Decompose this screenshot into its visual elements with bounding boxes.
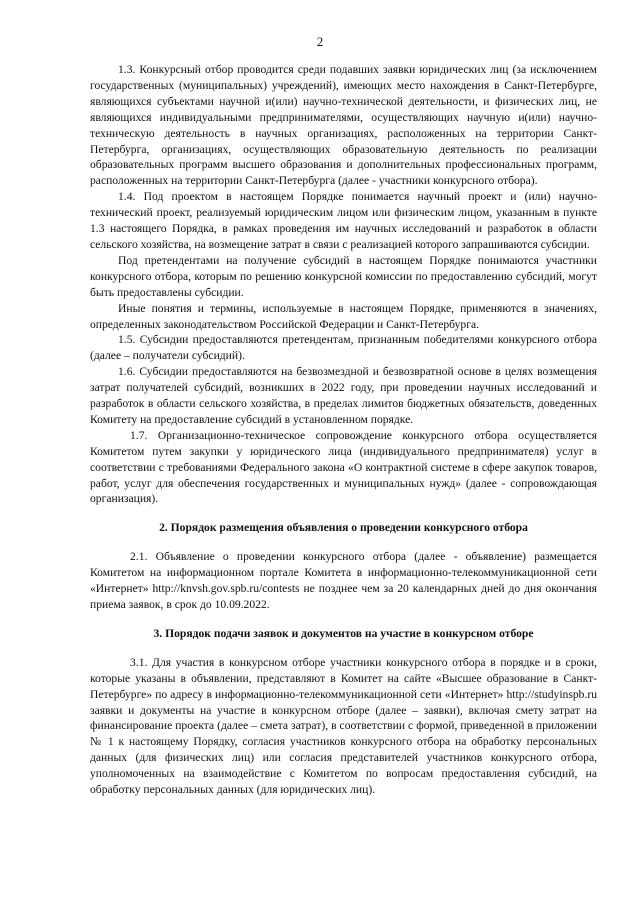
paragraph-1-7: 1.7. Организационно-техническое сопровождение конкурсного отбора осуществляется Комитетом путем закупки у юридического лица (индивидуального предпринимателя) услуг в соответствии с требованиями Федерального закона «О контрактной системе в сфере закупок товаров, работ, услуг для обеспечения государственных и муниципальных нужд» (далее - сопровождающая организация). bbox=[90, 428, 597, 506]
paragraph-3-1: 3.1. Для участия в конкурсном отборе участники конкурсного отбора в порядке и в сроки, которые указаны в объявлении, представляют в Комитет на сайте «Высшее образование в Санкт-Петербурге» по адресу в информационно-телекоммуникационной сети «Интернет» http://studyinspb.ru заявки и документы на участие в конкурсном отборе (далее – заявки), включая смету затрат на финансирование проекта (далее – смета затрат), в соответствии с формой, приведенной в приложении № 1 к настоящему Порядку, согласия участников конкурсного отбора на обработку персональных данных (для физических лиц) или согласия представителей участников конкурсного отбора, уполномоченных на взаимодействие с Комитетом по вопросам предоставления субсидий, на обработку персональных данных (для юридических лиц). bbox=[90, 655, 597, 797]
paragraph-1-5: 1.5. Субсидии предоставляются претендентам, признанным победителями конкурсного отбора (далее – получатели субсидий). bbox=[90, 333, 597, 363]
paragraph-1-6: 1.6. Субсидии предоставляются на безвозмездной и безвозвратной основе в целях возмещения затрат получателей субсидий, возникших в 2022 году, при проведении научных исследований и разработок в области сельского хозяйства, в пределах лимитов бюджетных обязательств, доведенных Комитету на предоставление субсидий в установленном порядке. bbox=[90, 365, 597, 426]
page-number: 2 bbox=[316, 34, 324, 49]
paragraph-terms: Иные понятия и термины, используемые в настоящем Порядке, применяются в значениях, определенных законодательством Российской Федерации и Санкт-Петербурга. bbox=[90, 301, 597, 331]
paragraph-1-4: 1.4. Под проектом в настоящем Порядке понимается научный проект и (или) научно-технический проект, реализуемый юридическим лицом или физическим лицом, указанным в пункте 1.3 настоящего Порядка, в рамках проведения им научных исследований и разработок в области сельского хозяйства, на возмещение затрат в связи с реализацией которого запрашиваются субсидии. bbox=[90, 190, 597, 251]
section-heading-3: 3. Порядок подачи заявок и документов на участие в конкурсном отборе bbox=[153, 626, 534, 640]
paragraph-2-1: 2.1. Объявление о проведении конкурсного отбора (далее - объявление) размещается Комитетом на информационном портале Комитета в информационно-телекоммуникационной сети «Интернет» http://knvsh.gov.spb.ru/contests не позднее чем за 20 календарных дней до дня окончания приема заявок, в срок до 10.09.2022. bbox=[90, 550, 597, 611]
paragraph-applicants: Под претендентами на получение субсидий в настоящем Порядке понимаются участники конкурсного отбора, которым по решению конкурсной комиссии по предоставлению субсидий, могут быть предоставлены субсидии. bbox=[90, 253, 597, 299]
section-heading-2: 2. Порядок размещения объявления о проведении конкурсного отбора bbox=[159, 521, 528, 535]
document-body bbox=[90, 62, 597, 798]
paragraph-1-3: 1.3. Конкурсный отбор проводится среди подавших заявки юридических лиц (за исключением государственных (муниципальных) учреждений), имеющих место нахождения в Санкт-Петербурге, являющихся субъектами научной и(или) научно-технической деятельности, и физических лиц, не являющихся индивидуальными предпринимателями, осуществляющих научную и(или) научно-техническую деятельность в научных организациях, расположенных на территории Санкт-Петербурга, организациях, осуществляющих образовательную деятельность по реализации образовательных программ высшего образования и дополнительных профессиональных программ, расположенных на территории Санкт-Петербурга (далее - участники конкурсного отбора). bbox=[90, 63, 597, 188]
